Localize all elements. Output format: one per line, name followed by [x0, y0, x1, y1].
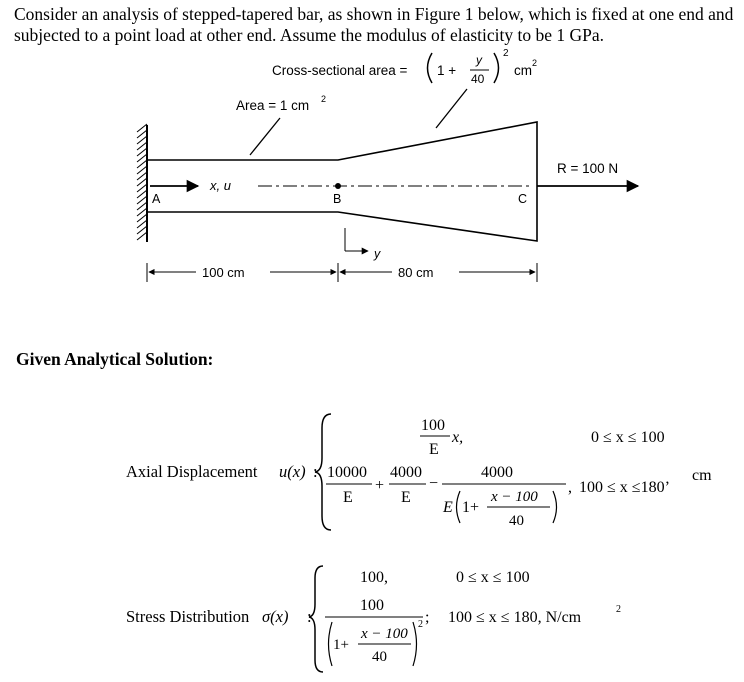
cross-section-label: Cross-sectional area = — [272, 63, 408, 78]
y-axis-label: y — [374, 247, 381, 261]
bar-outline — [147, 122, 537, 241]
stress-case2-cond: 100 ≤ x ≤ 180, N/cm — [448, 609, 582, 626]
disp-case2-t3-close-paren — [553, 491, 557, 523]
dim-right-label: 80 cm — [398, 265, 434, 280]
stress-label-fn: σ(x) — [262, 607, 289, 626]
stress-case2-frac-den: 40 — [372, 649, 387, 665]
close-paren — [494, 53, 499, 83]
disp-case2-minus: − — [429, 475, 439, 492]
disp-case2-comma: , — [568, 479, 572, 496]
stress-case1-cond: 0 ≤ x ≤ 100 — [456, 569, 530, 586]
cross-section-one-plus: 1 + — [437, 63, 457, 78]
disp-case1-num: 100 — [421, 417, 445, 434]
load-label: R = 100 N — [557, 161, 619, 176]
stress-case2-semicolon: ; — [425, 609, 430, 626]
stress-case2-cond-exp: 2 — [616, 604, 621, 615]
disp-case2-t1-den: E — [343, 489, 353, 506]
stepped-tapered-bar-figure — [0, 0, 744, 330]
cross-section-40: 40 — [471, 72, 485, 86]
displacement-label-colon: : — [313, 462, 318, 481]
taper-leader-line — [436, 89, 467, 128]
disp-case2-t2-den: E — [401, 489, 411, 506]
point-c-label: C — [518, 192, 528, 206]
open-paren — [428, 53, 433, 83]
area-label: Area = 1 cm — [236, 98, 310, 113]
solution-heading: Given Analytical Solution: — [16, 349, 214, 369]
disp-case2-t1-num: 10000 — [327, 464, 367, 481]
stress-label-prefix: Stress Distribution — [126, 607, 250, 626]
dim-left-label: 100 cm — [202, 265, 245, 280]
point-a-label: A — [152, 192, 161, 206]
cross-section-exponent: 2 — [503, 48, 509, 59]
stress-case2-one: 1+ — [333, 637, 349, 653]
displacement-label-prefix: Axial Displacement — [126, 462, 258, 481]
problem-statement: Consider an analysis of stepped-tapered bar, as shown in Figure 1 below, which is fixed at one end and subjected to a point load at other end. Assume the modulus of elasticity to be 1 GPa. — [14, 4, 734, 45]
area-leader-line — [250, 118, 280, 155]
stress-case2-num: 100 — [360, 597, 384, 614]
wall-hatching — [137, 124, 147, 240]
disp-case2-t3-den-one: 1+ — [462, 499, 480, 516]
stress-case2-exp: 2 — [418, 619, 423, 630]
disp-case2-t3-num: 4000 — [481, 464, 513, 481]
disp-case2-t3-open-paren — [457, 491, 461, 523]
stress-equation — [0, 560, 744, 682]
cross-section-unit: cm — [514, 63, 532, 78]
stress-label-colon: : — [307, 607, 312, 626]
stress-case2-open-paren — [329, 622, 333, 666]
disp-case2-t2-num: 4000 — [390, 464, 422, 481]
stress-case2-frac-num: x − 100 — [361, 626, 408, 642]
disp-case2-cond: 100 ≤ x ≤180’ — [579, 479, 670, 496]
x-axis-label: x, u — [210, 178, 231, 193]
disp-case1-var: x, — [452, 429, 464, 446]
stress-case1: 100, — [360, 569, 388, 586]
disp-case2-t3-den-e: E — [443, 499, 453, 516]
stress-case2-close-paren — [413, 622, 417, 666]
displacement-label-fn: u(x) — [279, 462, 306, 481]
disp-case2-t3-frac-den: 40 — [509, 513, 524, 529]
point-b-label: B — [333, 192, 342, 206]
disp-unit: cm — [692, 467, 712, 484]
area-exponent: 2 — [321, 94, 327, 104]
disp-case1-den: E — [429, 441, 439, 458]
disp-case2-plus: + — [375, 477, 385, 494]
displacement-equation — [0, 400, 744, 540]
disp-case2-t3-frac-num: x − 100 — [491, 489, 538, 505]
cross-section-unit-exp: 2 — [532, 58, 538, 68]
disp-case1-cond: 0 ≤ x ≤ 100 — [591, 429, 665, 446]
point-b-node — [335, 183, 341, 189]
cross-section-y: y — [476, 53, 482, 67]
